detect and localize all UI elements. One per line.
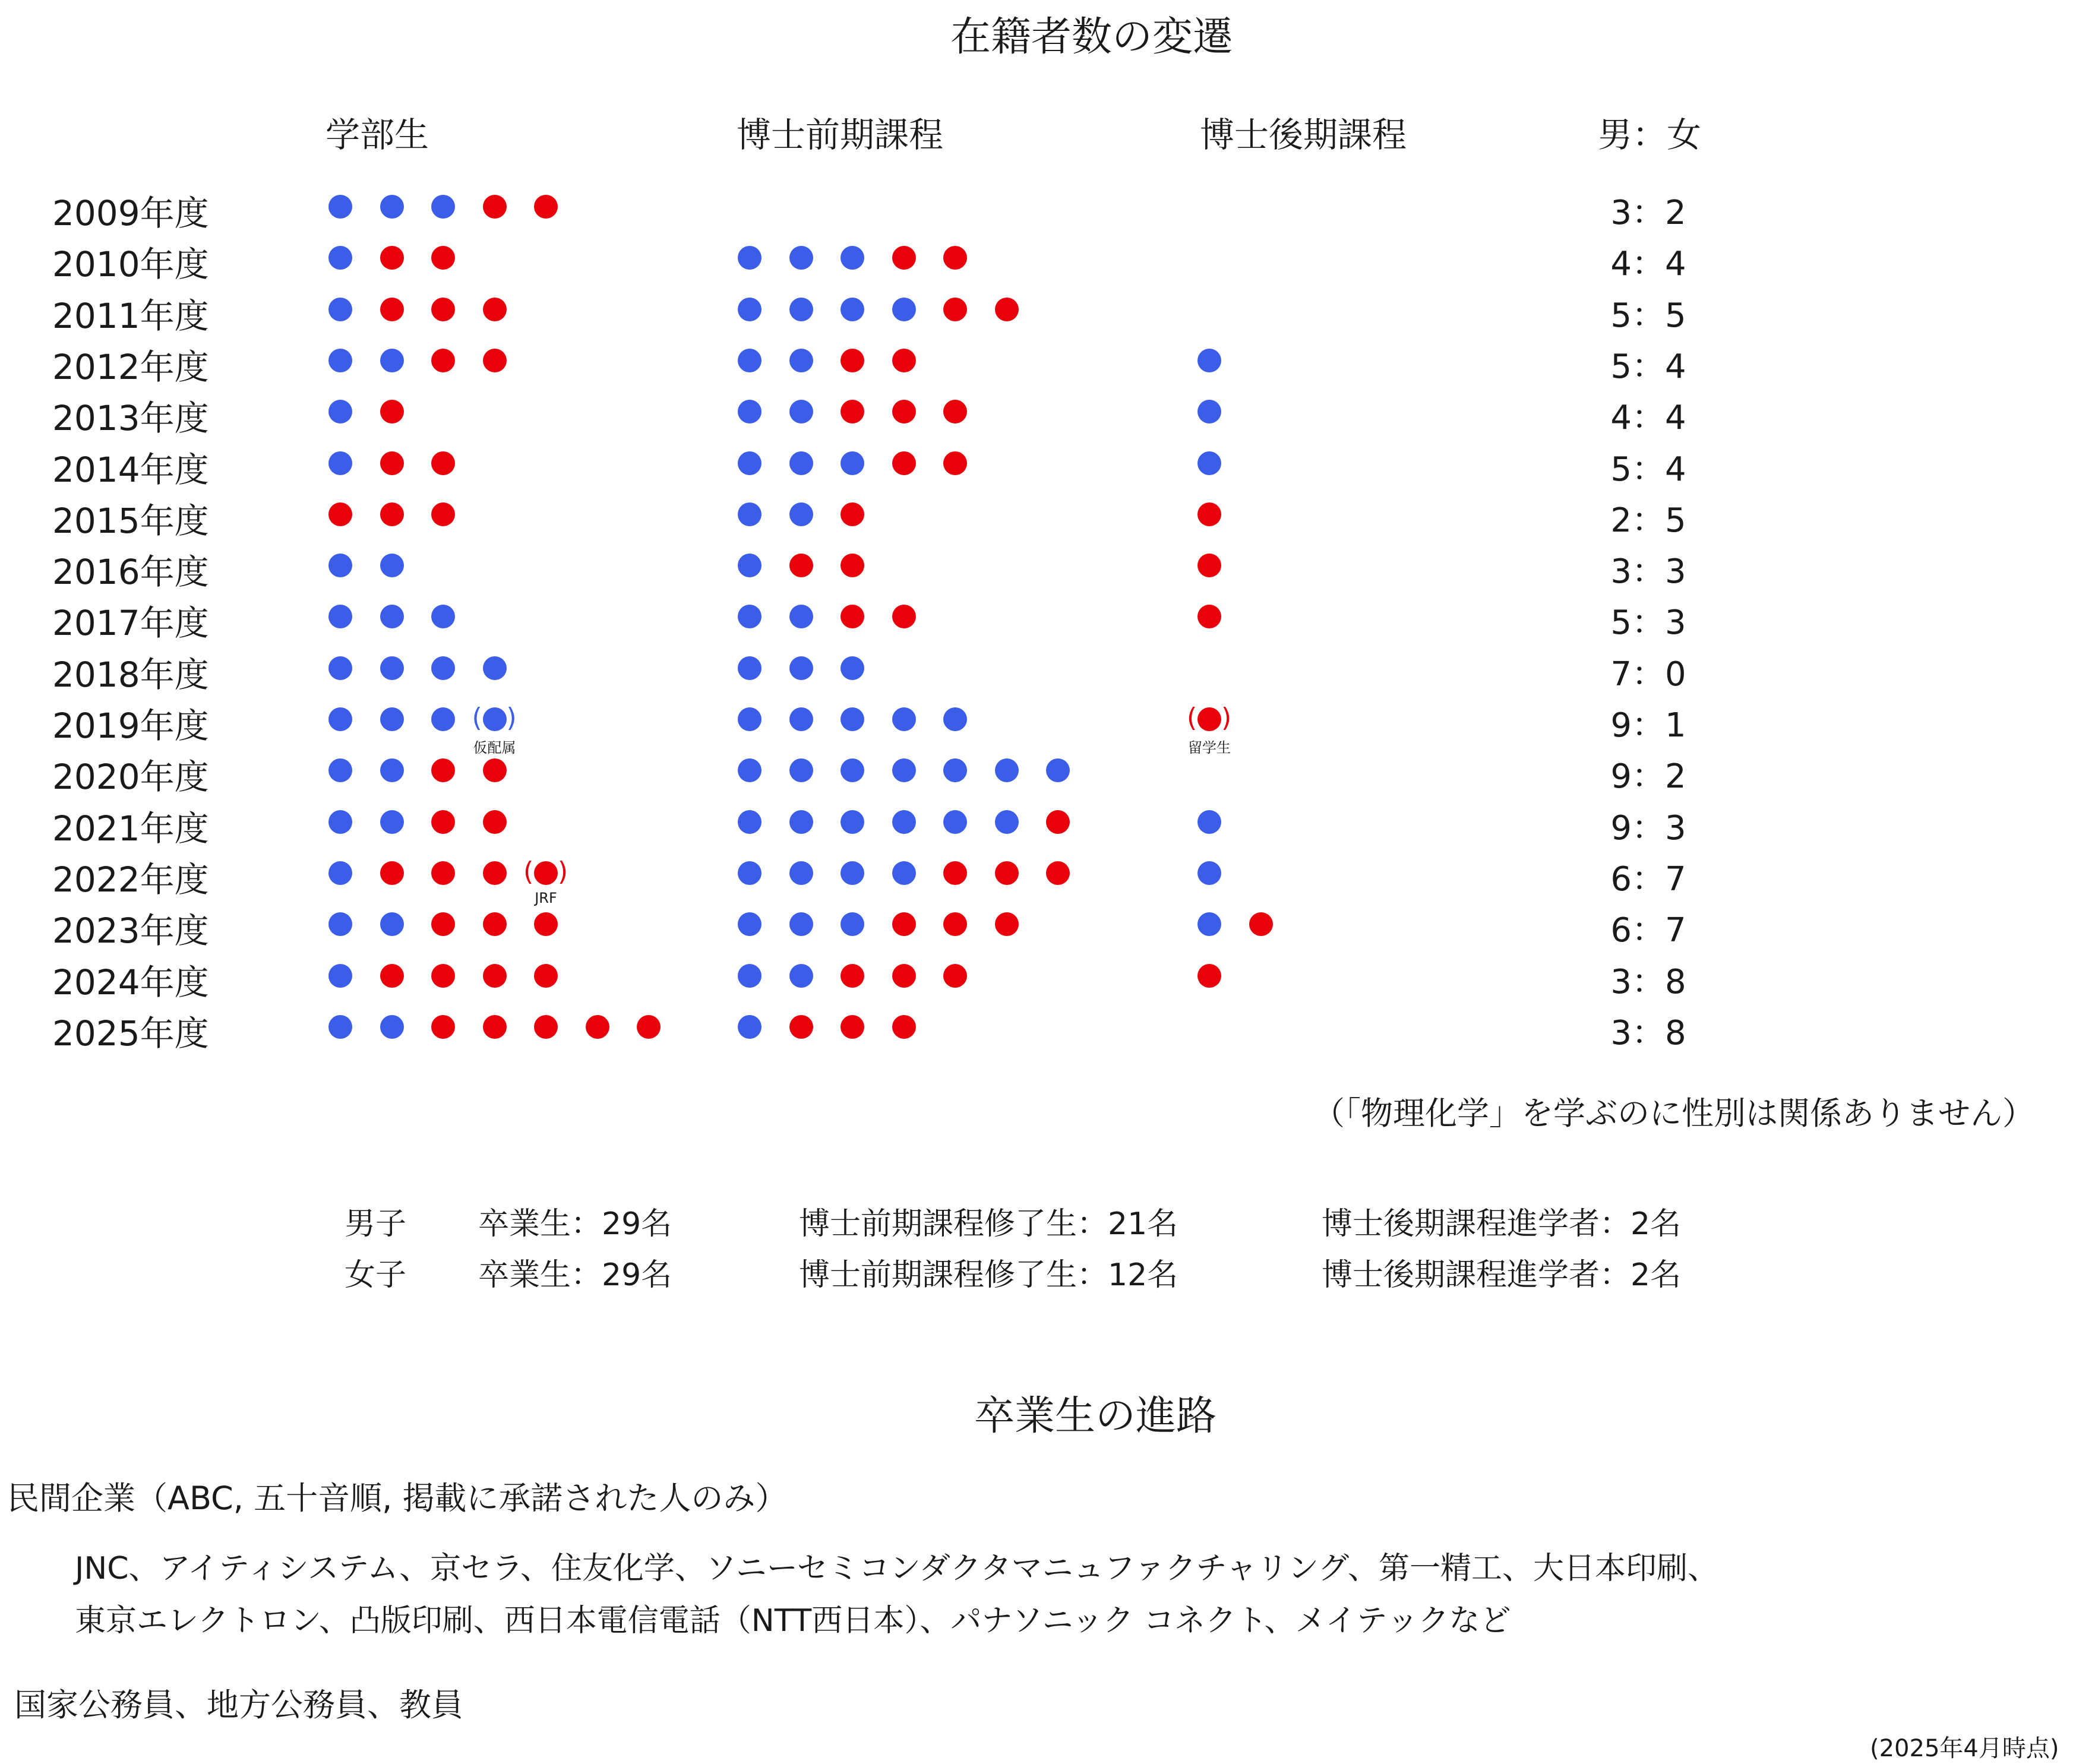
male-dot xyxy=(431,656,455,680)
male-dot xyxy=(431,195,455,219)
female-dot xyxy=(431,502,455,526)
male-dot xyxy=(738,400,761,423)
male-dot xyxy=(892,298,916,321)
male-dot xyxy=(840,861,864,885)
male-dot xyxy=(328,298,352,321)
female-dot xyxy=(483,912,507,936)
male-dot xyxy=(431,707,455,731)
female-dot xyxy=(483,1015,507,1039)
gender-ratio: 6：7 xyxy=(1610,859,1686,899)
male-dot xyxy=(328,451,352,475)
footer-date: (2025年4月時点) xyxy=(1870,1735,2059,1762)
gender-ratio: 5：5 xyxy=(1610,296,1686,335)
female-dot xyxy=(534,964,558,988)
male-dot xyxy=(840,758,864,782)
male-dot xyxy=(328,349,352,372)
male-dot xyxy=(943,707,967,731)
female-dot xyxy=(1249,912,1273,936)
female-dot xyxy=(431,246,455,270)
male-dot xyxy=(328,810,352,834)
female-dot xyxy=(840,605,864,628)
male-dot xyxy=(892,861,916,885)
close-paren: ) xyxy=(1221,703,1232,733)
male-dot xyxy=(789,400,813,423)
year-label: 2021年度 xyxy=(52,808,209,849)
gender-ratio: 5：4 xyxy=(1610,347,1686,386)
male-dot xyxy=(1197,349,1221,372)
male-dot xyxy=(380,195,404,219)
male-dot xyxy=(738,912,761,936)
male-dot xyxy=(738,246,761,270)
column-header-master: 博士前期課程 xyxy=(737,115,944,155)
female-dot xyxy=(328,502,352,526)
close-paren: ) xyxy=(506,703,517,733)
female-dot xyxy=(1197,707,1221,731)
summary-female-master: 博士前期課程修了生：12名 xyxy=(799,1257,1178,1293)
gender-ratio: 3：3 xyxy=(1610,552,1686,592)
female-dot xyxy=(637,1015,661,1039)
male-dot xyxy=(738,656,761,680)
female-dot xyxy=(840,400,864,423)
year-label: 2014年度 xyxy=(52,449,209,490)
male-dot xyxy=(431,605,455,628)
female-dot xyxy=(943,451,967,475)
male-dot xyxy=(789,964,813,988)
male-dot xyxy=(738,707,761,731)
male-dot xyxy=(995,810,1019,834)
male-dot xyxy=(892,707,916,731)
female-dot xyxy=(789,1015,813,1039)
male-dot xyxy=(840,810,864,834)
male-dot xyxy=(380,349,404,372)
male-dot xyxy=(892,758,916,782)
female-dot xyxy=(840,554,864,577)
column-header-doctor: 博士後期課程 xyxy=(1200,115,1407,155)
female-dot xyxy=(431,1015,455,1039)
male-dot xyxy=(380,912,404,936)
year-label: 2016年度 xyxy=(52,552,209,593)
female-dot xyxy=(586,1015,609,1039)
year-label: 2012年度 xyxy=(52,346,209,387)
male-dot xyxy=(738,861,761,885)
female-dot xyxy=(943,400,967,423)
private-company-list-line2: 東京エレクトロン、凸版印刷、西日本電信電話（NTT西日本）、パナソニック コネクト、メイテックなど xyxy=(75,1603,1511,1639)
female-dot xyxy=(840,1015,864,1039)
male-dot xyxy=(328,246,352,270)
open-paren: ( xyxy=(523,856,534,887)
female-dot xyxy=(534,861,558,885)
column-header-ratio: 男：女 xyxy=(1598,115,1702,155)
female-dot xyxy=(431,349,455,372)
female-dot xyxy=(380,246,404,270)
male-dot xyxy=(380,656,404,680)
annotation-label: 留学生 xyxy=(1188,739,1231,756)
male-dot xyxy=(328,1015,352,1039)
male-dot xyxy=(738,810,761,834)
open-paren: ( xyxy=(472,703,482,733)
male-dot xyxy=(789,758,813,782)
male-dot xyxy=(840,656,864,680)
year-label: 2020年度 xyxy=(52,757,209,798)
gender-ratio: 9：1 xyxy=(1610,706,1686,745)
female-dot xyxy=(534,195,558,219)
male-dot xyxy=(738,451,761,475)
female-dot xyxy=(995,298,1019,321)
female-dot xyxy=(431,810,455,834)
female-dot xyxy=(1197,605,1221,628)
male-dot xyxy=(328,707,352,731)
female-dot xyxy=(483,810,507,834)
year-label: 2022年度 xyxy=(52,859,209,900)
female-dot xyxy=(483,298,507,321)
female-dot xyxy=(892,400,916,423)
male-dot xyxy=(789,861,813,885)
female-dot xyxy=(943,861,967,885)
female-dot xyxy=(483,349,507,372)
gender-ratio: 7：0 xyxy=(1610,655,1686,694)
male-dot xyxy=(840,246,864,270)
male-dot xyxy=(789,912,813,936)
gender-ratio: 9：2 xyxy=(1610,757,1686,796)
male-dot xyxy=(1197,400,1221,423)
year-label: 2025年度 xyxy=(52,1013,209,1054)
gender-ratio: 2：5 xyxy=(1610,501,1686,540)
male-dot xyxy=(328,195,352,219)
female-dot xyxy=(1046,861,1070,885)
male-dot xyxy=(943,758,967,782)
male-dot xyxy=(380,707,404,731)
year-label: 2024年度 xyxy=(52,962,209,1003)
female-dot xyxy=(431,861,455,885)
year-label: 2011年度 xyxy=(52,295,209,336)
female-dot xyxy=(892,964,916,988)
summary-male-master: 博士前期課程修了生：21名 xyxy=(799,1206,1178,1242)
female-dot xyxy=(380,964,404,988)
female-dot xyxy=(431,912,455,936)
close-paren: ) xyxy=(558,856,568,887)
gender-ratio: 9：3 xyxy=(1610,808,1686,848)
female-dot xyxy=(892,246,916,270)
female-dot xyxy=(840,964,864,988)
female-dot xyxy=(380,861,404,885)
female-dot xyxy=(789,554,813,577)
male-dot xyxy=(789,656,813,680)
male-dot xyxy=(789,605,813,628)
female-dot xyxy=(380,400,404,423)
male-dot xyxy=(738,349,761,372)
open-paren: ( xyxy=(1187,703,1197,733)
female-dot xyxy=(483,964,507,988)
female-dot xyxy=(1046,810,1070,834)
male-dot xyxy=(840,451,864,475)
female-dot xyxy=(943,298,967,321)
female-dot xyxy=(840,349,864,372)
male-dot xyxy=(943,810,967,834)
male-dot xyxy=(483,707,507,731)
male-dot xyxy=(380,758,404,782)
year-label: 2010年度 xyxy=(52,244,209,285)
male-dot xyxy=(738,502,761,526)
gender-ratio: 3：8 xyxy=(1610,962,1686,1001)
female-dot xyxy=(892,1015,916,1039)
year-label: 2017年度 xyxy=(52,603,209,644)
female-dot xyxy=(483,861,507,885)
male-dot xyxy=(738,758,761,782)
year-label: 2015年度 xyxy=(52,500,209,541)
gender-ratio: 4：4 xyxy=(1610,245,1686,284)
male-dot xyxy=(328,656,352,680)
male-dot xyxy=(1197,810,1221,834)
male-dot xyxy=(380,810,404,834)
column-header-undergrad: 学部生 xyxy=(326,115,429,155)
male-dot xyxy=(380,1015,404,1039)
private-company-header: 民間企業（ABC, 五十音順, 掲載に承諾された人のみ） xyxy=(7,1480,788,1517)
male-dot xyxy=(789,246,813,270)
summary-female-gender: 女子 xyxy=(345,1257,407,1293)
year-label: 2009年度 xyxy=(52,193,209,233)
female-dot xyxy=(431,758,455,782)
gender-ratio: 5：4 xyxy=(1610,450,1686,489)
male-dot xyxy=(328,758,352,782)
female-dot xyxy=(1197,502,1221,526)
male-dot xyxy=(892,810,916,834)
male-dot xyxy=(328,964,352,988)
year-label: 2013年度 xyxy=(52,398,209,439)
female-dot xyxy=(380,502,404,526)
gender-ratio: 5：3 xyxy=(1610,603,1686,643)
male-dot xyxy=(328,861,352,885)
year-label: 2019年度 xyxy=(52,706,209,746)
male-dot xyxy=(1197,912,1221,936)
female-dot xyxy=(943,912,967,936)
summary-female-doctor: 博士後期課程進学者：2名 xyxy=(1322,1257,1682,1293)
male-dot xyxy=(1197,861,1221,885)
female-dot xyxy=(431,451,455,475)
male-dot xyxy=(738,964,761,988)
female-dot xyxy=(380,298,404,321)
male-dot xyxy=(328,912,352,936)
year-label: 2018年度 xyxy=(52,654,209,695)
page-title: 在籍者数の変遷 xyxy=(950,14,1234,61)
female-dot xyxy=(892,451,916,475)
male-dot xyxy=(483,656,507,680)
male-dot xyxy=(789,349,813,372)
female-dot xyxy=(380,451,404,475)
gender-ratio: 3：2 xyxy=(1610,194,1686,232)
annotation-label: 仮配属 xyxy=(473,739,516,756)
male-dot xyxy=(328,605,352,628)
male-dot xyxy=(789,502,813,526)
female-dot xyxy=(431,964,455,988)
female-dot xyxy=(892,605,916,628)
gender-note: （「物理化学」を学ぶのに性別は関係ありません） xyxy=(1313,1095,2034,1132)
male-dot xyxy=(789,451,813,475)
female-dot xyxy=(892,349,916,372)
male-dot xyxy=(789,707,813,731)
male-dot xyxy=(380,605,404,628)
male-dot xyxy=(738,554,761,577)
male-dot xyxy=(738,605,761,628)
female-dot xyxy=(995,912,1019,936)
male-dot xyxy=(328,554,352,577)
female-dot xyxy=(1197,554,1221,577)
career-title: 卒業生の進路 xyxy=(974,1393,1217,1440)
female-dot xyxy=(534,1015,558,1039)
gender-ratio: 6：7 xyxy=(1610,911,1686,950)
male-dot xyxy=(738,298,761,321)
annotation-label: JRF xyxy=(535,889,557,906)
female-dot xyxy=(431,298,455,321)
female-dot xyxy=(995,861,1019,885)
male-dot xyxy=(840,912,864,936)
male-dot xyxy=(789,810,813,834)
female-dot xyxy=(892,912,916,936)
male-dot xyxy=(738,1015,761,1039)
male-dot xyxy=(1046,758,1070,782)
public-sector-line: 国家公務員、地方公務員、教員 xyxy=(14,1686,463,1724)
year-label: 2023年度 xyxy=(52,911,209,951)
summary-male-doctor: 博士後期課程進学者：2名 xyxy=(1322,1206,1682,1242)
female-dot xyxy=(483,195,507,219)
summary-male-gender: 男子 xyxy=(345,1206,407,1242)
female-dot xyxy=(1197,964,1221,988)
summary-male-grad: 卒業生：29名 xyxy=(478,1206,672,1242)
summary-female-grad: 卒業生：29名 xyxy=(478,1257,672,1293)
male-dot xyxy=(328,400,352,423)
male-dot xyxy=(840,298,864,321)
private-company-list-line1: JNC、アイティシステム、京セラ、住友化学、ソニーセミコンダクタマニュファクチャリング、第一精工、大日本印刷、 xyxy=(75,1551,1718,1586)
gender-ratio: 4：4 xyxy=(1610,399,1686,438)
female-dot xyxy=(943,964,967,988)
female-dot xyxy=(943,246,967,270)
gender-ratio: 3：8 xyxy=(1610,1013,1686,1052)
male-dot xyxy=(1197,451,1221,475)
male-dot xyxy=(380,554,404,577)
male-dot xyxy=(789,298,813,321)
female-dot xyxy=(534,912,558,936)
male-dot xyxy=(995,758,1019,782)
female-dot xyxy=(840,502,864,526)
male-dot xyxy=(840,707,864,731)
female-dot xyxy=(483,758,507,782)
